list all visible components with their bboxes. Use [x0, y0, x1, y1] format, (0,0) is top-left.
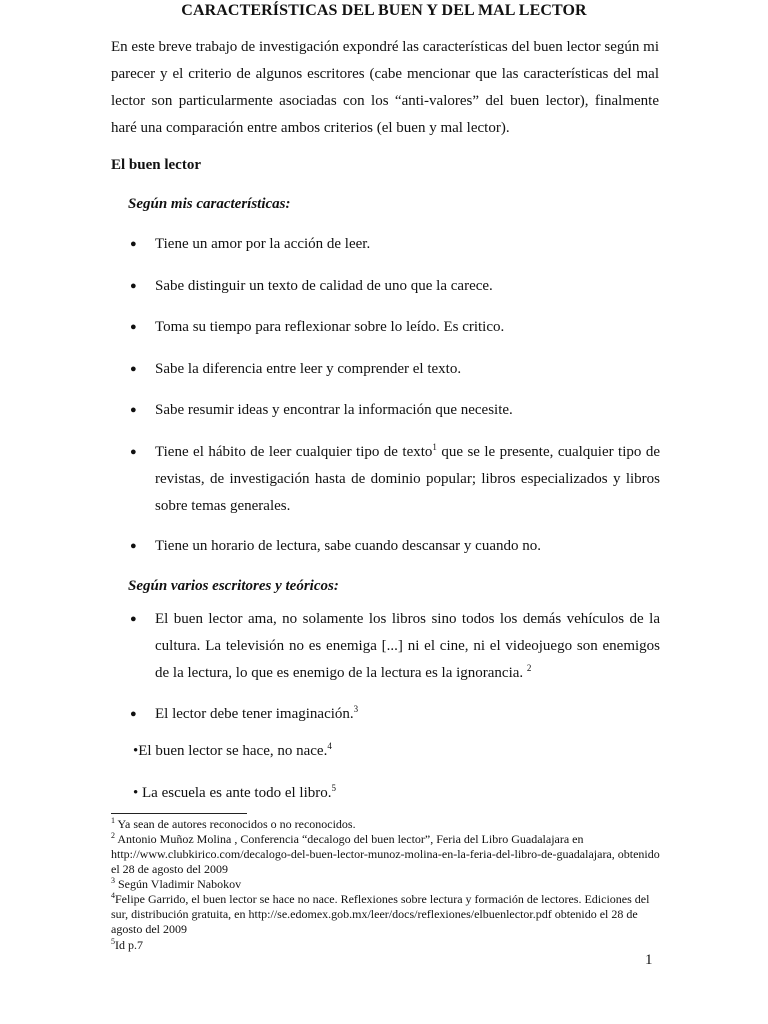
bullet-icon: ●: [130, 446, 137, 458]
bullet-icon: ●: [130, 238, 137, 250]
footnote: $^3$ Según Vladimir Nabokov: [111, 876, 242, 891]
bullet-icon: ●: [130, 613, 137, 625]
intro-paragraph: En este breve trabajo de investigación expondré las características del buen lector según mi parecer y el criterio de algunos escritores (cabe mencionar que las características del mal lector son particularmente asociadas con los “anti-valores” del buen lector), finalmente haré una comparación entre ambos criterios (el buen y mal lector).: [111, 39, 659, 136]
footnote-ref[interactable]: 5: [331, 783, 337, 793]
list-item: ● El buen lector ama, no solamente los libros sino todos los demás vehículos de la cultura. La televisión no es enemiga [...] ni el cine, ni el videojuego son enemigos de la lectura, lo que es enemigo de la lectura es la ignorancia. $^2$: [130, 606, 660, 687]
list-item: ● Sabe resumir ideas y encontrar la información que necesite.: [130, 397, 660, 424]
page-number: 1: [645, 952, 653, 968]
list-item: ● Sabe distinguir un texto de calidad de uno que la carece.: [130, 273, 660, 300]
bullet-icon: ●: [130, 404, 137, 416]
footnote-divider: [111, 813, 247, 814]
list-item: ● Tiene el hábito de leer cualquier tipo de texto$^1$ que se le presente, cualquier tipo de revistas, de investigación hasta de dominio popular; libros especializados y libros sobre temas generales.: [130, 439, 660, 520]
bullet-icon: ●: [130, 321, 137, 333]
bullet-icon: ●: [130, 280, 137, 292]
list-item: •El buen lector se hace, no nace.$^4$: [133, 741, 332, 759]
subheading-own: Según mis características:: [128, 196, 291, 212]
subheading-writers: Según varios escritores y teóricos:: [128, 578, 339, 594]
footnote: $^1$ Ya sean de autores reconocidos o no reconocidos.: [111, 816, 356, 831]
bullet-icon: ●: [130, 363, 137, 375]
list-item: ● Tiene un amor por la acción de leer.: [130, 231, 660, 258]
footnote: $^4$Felipe Garrido, el buen lector se hace no nace. Reflexiones sobre lectura y formación de lectores. Ediciones del sur, distribución gratuita, en http://se.edomex.gob.mx/leer/docs/reflexiones/elbuenlector.pdf obtenido el 28 de agosto del 2009: [111, 891, 650, 936]
section-heading: El buen lector: [111, 157, 201, 173]
list-item: ● El lector debe tener imaginación.$^3$: [130, 701, 660, 728]
footnote-ref[interactable]: 4: [327, 741, 332, 751]
bullet-icon: ●: [130, 708, 137, 720]
page-title: CARACTERÍSTICAS DEL BUEN Y DEL MAL LECTOR: [181, 2, 587, 19]
footnote-ref[interactable]: 1: [432, 442, 437, 452]
list-item: ● Tiene un horario de lectura, sabe cuando descansar y cuando no.: [130, 533, 660, 560]
list-item: • La escuela es ante todo el libro.$^5$: [133, 783, 337, 801]
footnote: $^2$ Antonio Muñoz Molina , Conferencia “decalogo del buen lector”, Feria del Libro Guadalajara en http://www.clubkirico.com/decalogo-del-buen-lector-munoz-molina-en-la-feria-del-libro-de-guadalajara, obtenido el 28 de agosto del 2009: [111, 831, 660, 876]
bullet-icon: ●: [130, 540, 137, 552]
list-item: ● Sabe la diferencia entre leer y comprender el texto.: [130, 356, 660, 383]
footnote-ref[interactable]: 2: [526, 663, 532, 673]
footnote-ref[interactable]: 3: [353, 704, 359, 714]
footnote: $^5$Id p.7: [111, 937, 143, 952]
list-item: ● Toma su tiempo para reflexionar sobre lo leído. Es critico.: [130, 314, 660, 341]
